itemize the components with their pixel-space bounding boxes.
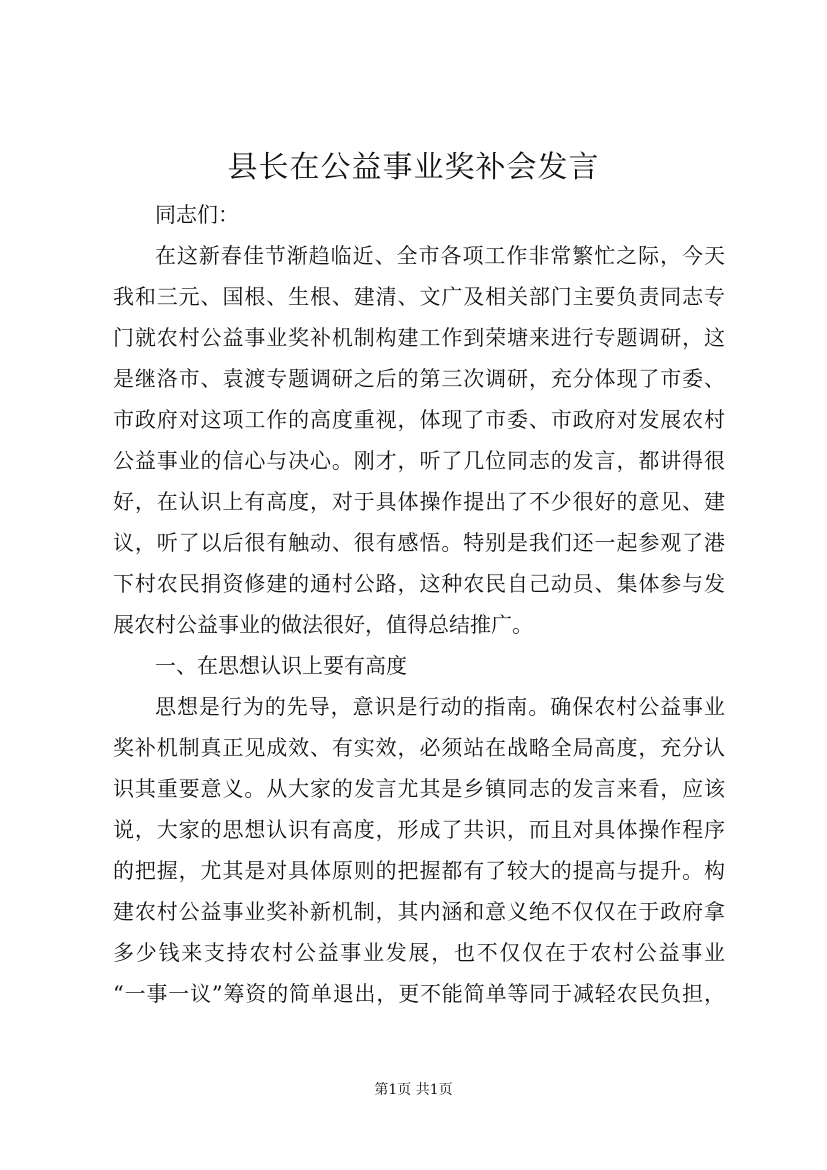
paragraph-line: 思想是行为的先导，意识是行动的指南。确保农村公益事业: [155, 695, 725, 719]
paragraph-line: 识其重要意义。从大家的发言尤其是乡镇同志的发言来看，应该: [113, 777, 725, 801]
paragraph-line: 奖补机制真正见成效、有实效，必须站在战略全局高度，充分认: [113, 736, 725, 760]
section-heading: 一、在思想认识上要有高度: [155, 654, 407, 678]
paragraph-line: 好，在认识上有高度，对于具体操作提出了不少很好的意见、建: [113, 490, 725, 514]
paragraph-line: 公益事业的信心与决心。刚才，听了几位同志的发言，都讲得很: [113, 449, 725, 473]
paragraph-line: 说，大家的思想认识有高度，形成了共识，而且对具体操作程序: [113, 818, 725, 842]
paragraph-line: 市政府对这项工作的高度重视，体现了市委、市政府对发展农村: [113, 408, 725, 432]
paragraph-line: 下村农民捐资修建的通村公路，这种农民自己动员、集体参与发: [113, 572, 725, 596]
paragraph-line: 门就农村公益事业奖补机制构建工作到荣塘来进行专题调研，这: [113, 326, 725, 350]
paragraph-line: 的把握，尤其是对具体原则的把握都有了较大的提高与提升。构: [113, 859, 725, 883]
paragraph-line: 展农村公益事业的做法很好，值得总结推广。: [113, 613, 533, 637]
paragraph-line: 我和三元、国根、生根、建清、文广及相关部门主要负责同志专: [113, 285, 725, 309]
page-footer: 第1页 共1页: [374, 1082, 453, 1098]
paragraph-line: 多少钱来支持农村公益事业发展，也不仅仅在于农村公益事业: [113, 941, 725, 965]
document-title: 县长在公益事业奖补会发言: [227, 150, 600, 185]
paragraph-line: 在这新春佳节渐趋临近、全市各项工作非常繁忙之际，今天: [155, 244, 725, 268]
salutation: 同志们：: [155, 203, 239, 227]
paragraph-line: “一事一议”筹资的简单退出，更不能简单等同于减轻农民负担，: [113, 982, 725, 1006]
paragraph-line: 议，听了以后很有触动、很有感悟。特别是我们还一起参观了港: [113, 531, 725, 555]
paragraph-line: 是继洛市、袁渡专题调研之后的第三次调研，充分体现了市委、: [113, 367, 725, 391]
paragraph-line: 建农村公益事业奖补新机制，其内涵和意义绝不仅仅在于政府拿: [113, 900, 725, 924]
